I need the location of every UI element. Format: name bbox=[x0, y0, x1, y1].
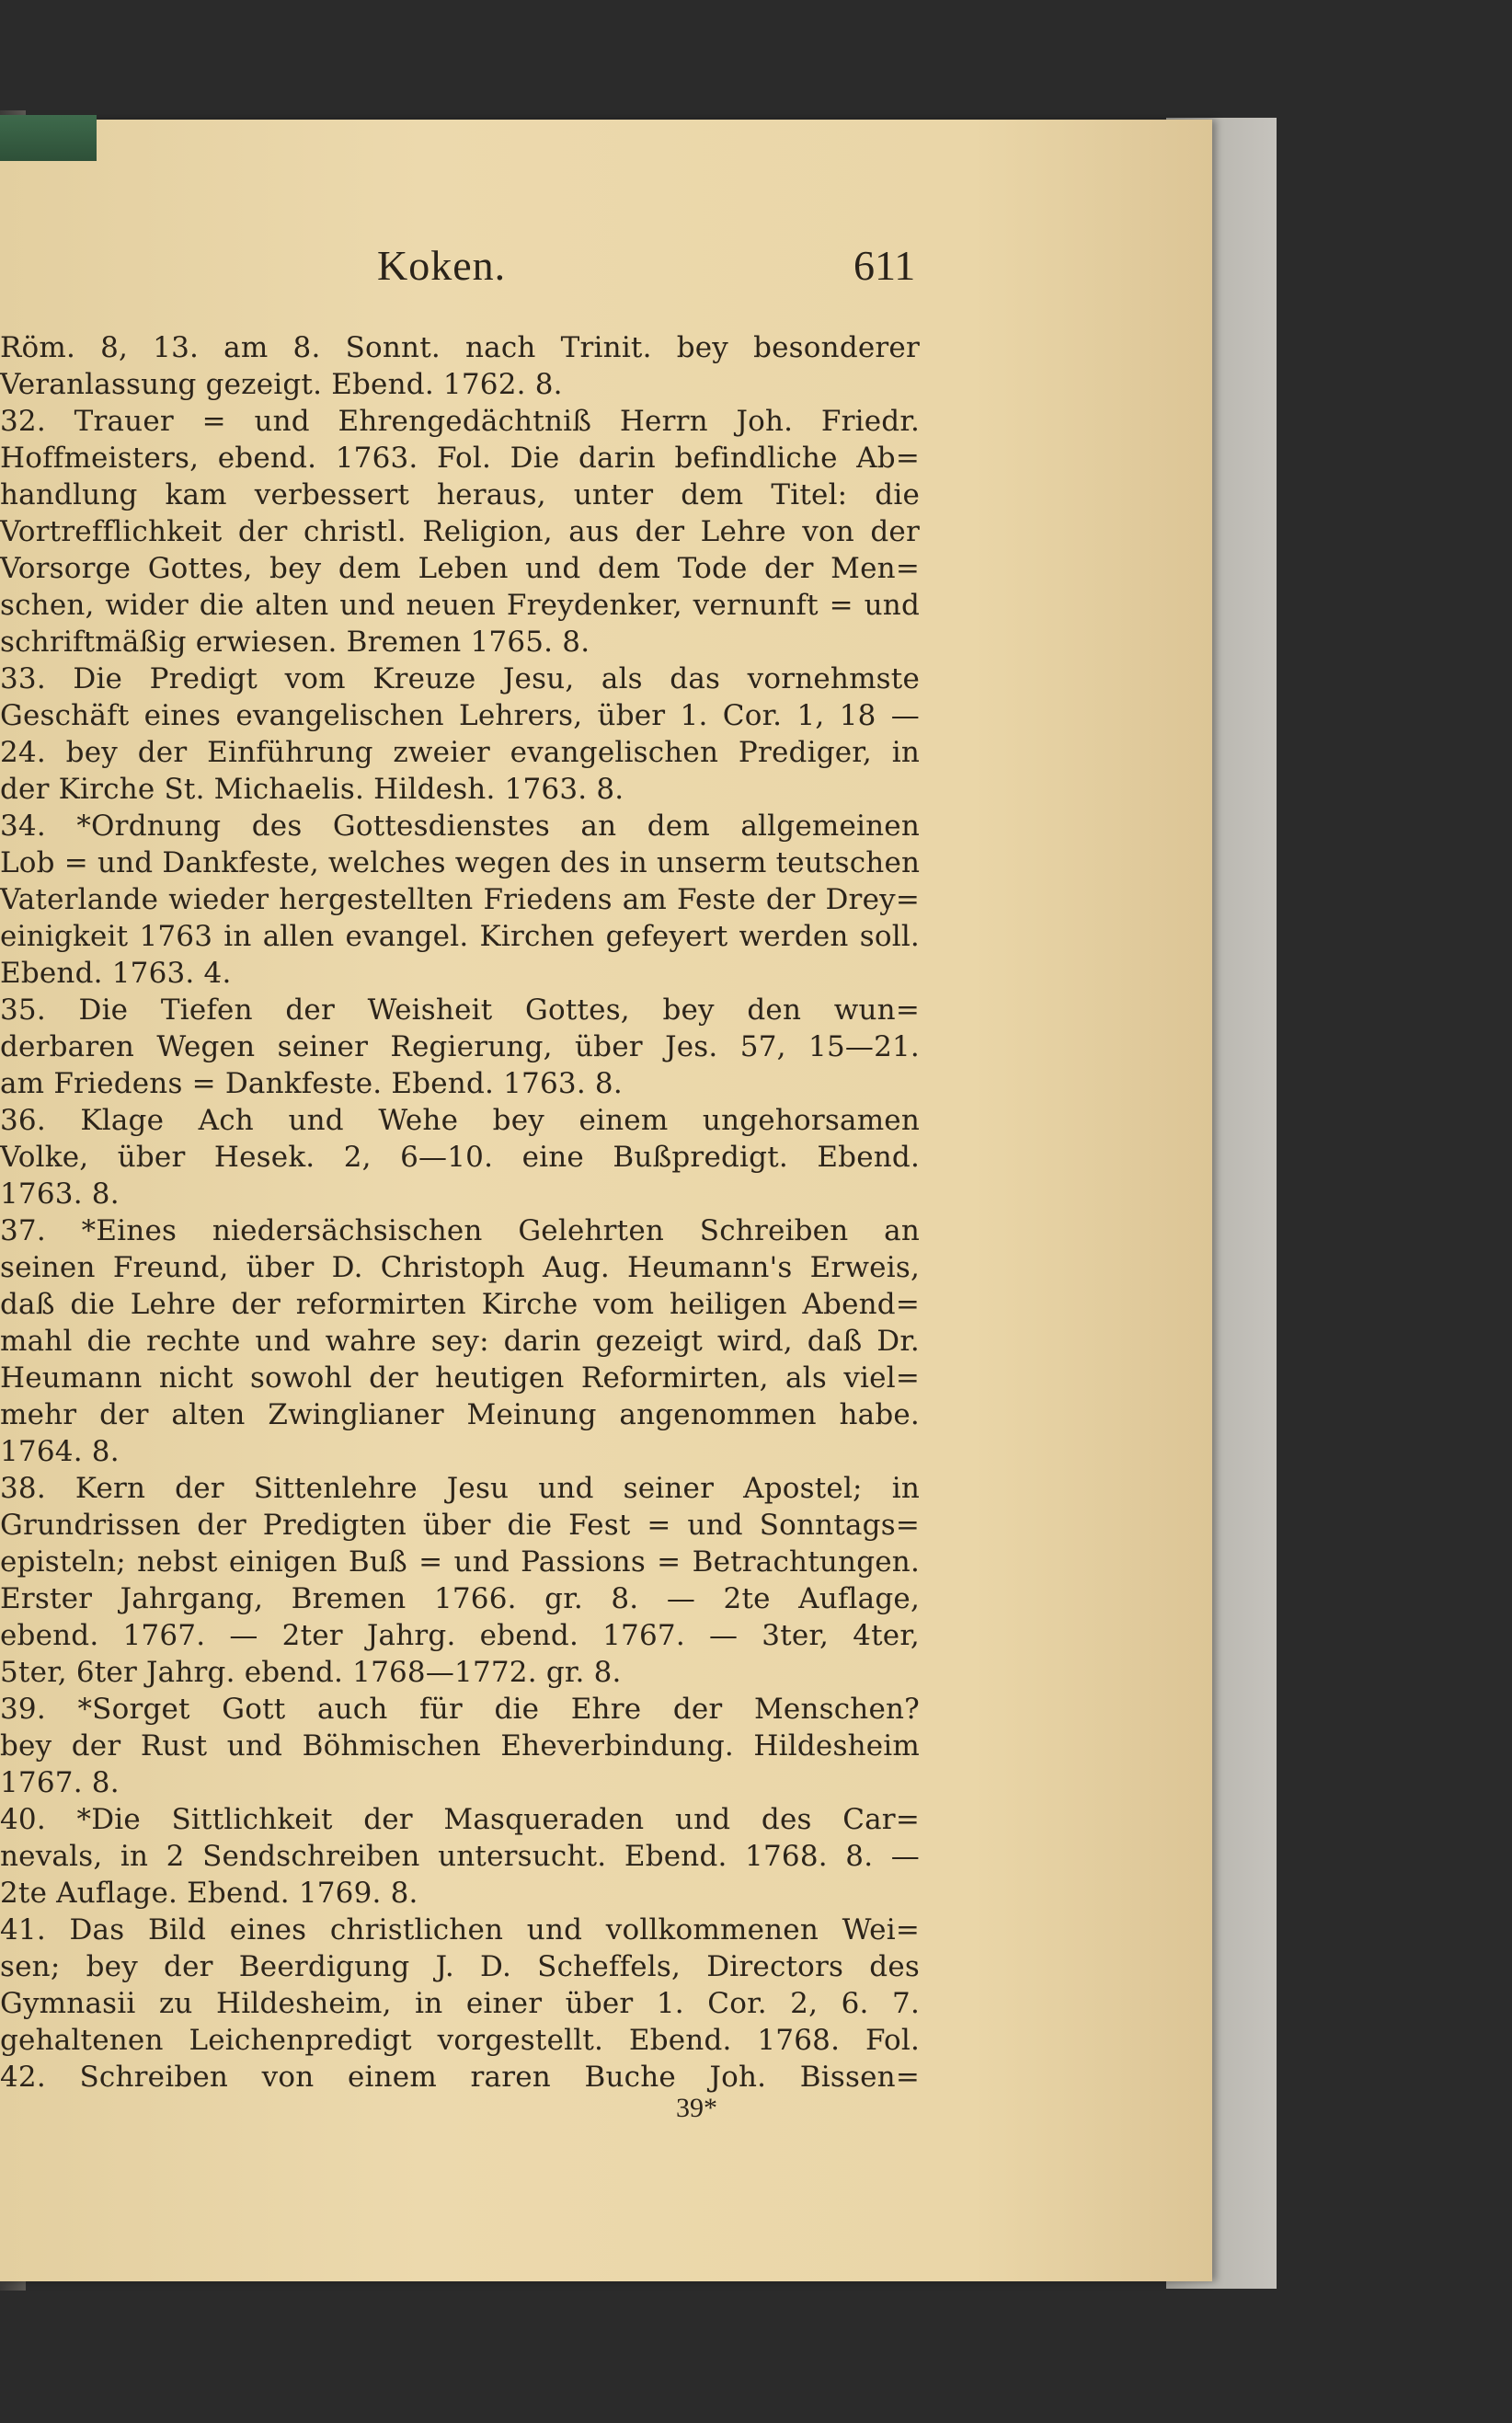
text-line: der Kirche St. Michaelis. Hildesh. 1763. 8. bbox=[0, 773, 624, 806]
text-line: gehaltenen Leichenpredigt vorgestellt. Ebend. 1768. Fol. bbox=[0, 2024, 920, 2057]
text-line: 35. Die Tiefen der Weisheit Gottes, bey den wun= bbox=[0, 993, 920, 1027]
text-line: 38. Kern der Sittenlehre Jesu und seiner Apostel; in bbox=[0, 1472, 920, 1505]
text-line: Veranlassung gezeigt. Ebend. 1762. 8. bbox=[0, 368, 563, 401]
signature-mark: 39* bbox=[676, 2093, 717, 2123]
text-line: mahl die rechte und wahre sey: darin gezeigt wird, daß Dr. bbox=[0, 1325, 920, 1358]
text-line: sen; bey der Beerdigung J. D. Scheffels, Directors des bbox=[0, 1950, 920, 1983]
text-line: schen, wider die alten und neuen Freydenker, vernunft = und bbox=[0, 589, 920, 622]
text-line: Hoffmeisters, ebend. 1763. Fol. Die darin befindliche Ab= bbox=[0, 442, 920, 475]
text-line: Grundrissen der Predigten über die Fest = und Sonntags= bbox=[0, 1509, 920, 1542]
text-line: 39. *Sorget Gott auch für die Ehre der Menschen? bbox=[0, 1693, 920, 1726]
text-line: 36. Klage Ach und Wehe bey einem ungehorsamen bbox=[0, 1104, 920, 1137]
text-line: Erster Jahrgang, Bremen 1766. gr. 8. — 2te Auflage, bbox=[0, 1582, 920, 1615]
text-line: Vortrefflichkeit der christl. Religion, aus der Lehre von der bbox=[0, 515, 920, 548]
text-line: daß die Lehre der reformirten Kirche vom heiligen Abend= bbox=[0, 1288, 920, 1321]
text-line: bey der Rust und Böhmischen Eheverbindung. Hildesheim bbox=[0, 1729, 920, 1763]
text-line: episteln; nebst einigen Buß = und Passions = Betrachtungen. bbox=[0, 1545, 920, 1579]
text-line: mehr der alten Zwinglianer Meinung angenommen habe. bbox=[0, 1398, 920, 1431]
text-line: 40. *Die Sittlichkeit der Masqueraden und des Car= bbox=[0, 1803, 920, 1836]
text-line: 1764. 8. bbox=[0, 1435, 120, 1468]
text-line: 24. bey der Einführung zweier evangelischen Prediger, in bbox=[0, 736, 920, 769]
text-line: 37. *Eines niedersächsischen Gelehrten Schreiben an bbox=[0, 1214, 920, 1247]
text-line: Heumann nicht sowohl der heutigen Reformirten, als viel= bbox=[0, 1361, 920, 1395]
text-line: Ebend. 1763. 4. bbox=[0, 957, 232, 990]
text-line: Vaterlande wieder hergestellten Friedens am Feste der Drey= bbox=[0, 883, 920, 916]
text-line: Gymnasii zu Hildesheim, in einer über 1. Cor. 2, 6. 7. bbox=[0, 1987, 920, 2020]
text-line: 42. Schreiben von einem raren Buche Joh. Bissen= bbox=[0, 2061, 920, 2094]
text-line: Vorsorge Gottes, bey dem Leben und dem Tode der Men= bbox=[0, 552, 920, 585]
text-line: 33. Die Predigt vom Kreuze Jesu, als das vornehmste bbox=[0, 662, 920, 695]
text-line: schriftmäßig erwiesen. Bremen 1765. 8. bbox=[0, 626, 590, 659]
page-header bbox=[0, 241, 947, 296]
text-line: Geschäft eines evangelischen Lehrers, über 1. Cor. 1, 18 — bbox=[0, 699, 920, 732]
text-line: Lob = und Dankfeste, welches wegen des in unserm teutschen bbox=[0, 846, 920, 879]
running-title: Koken. bbox=[377, 242, 507, 289]
body-text bbox=[0, 329, 920, 2096]
text-line: 1767. 8. bbox=[0, 1766, 120, 1799]
text-line: seinen Freund, über D. Christoph Aug. Heumann's Erweis, bbox=[0, 1251, 920, 1284]
text-line: 34. *Ordnung des Gottesdienstes an dem allgemeinen bbox=[0, 810, 920, 843]
green-cloth-edge bbox=[0, 115, 97, 161]
text-line: handlung kam verbessert heraus, unter dem Titel: die bbox=[0, 478, 920, 511]
text-line: nevals, in 2 Sendschreiben untersucht. Ebend. 1768. 8. — bbox=[0, 1840, 920, 1873]
page-number: 611 bbox=[853, 242, 916, 289]
text-line: einigkeit 1763 in allen evangel. Kirchen gefeyert werden soll. bbox=[0, 920, 920, 953]
text-line: 32. Trauer = und Ehrengedächtniß Herrn Joh. Friedr. bbox=[0, 405, 920, 438]
text-line: 1763. 8. bbox=[0, 1177, 120, 1211]
text-line: Röm. 8, 13. am 8. Sonnt. nach Trinit. bey besonderer bbox=[0, 331, 920, 364]
text-line: derbaren Wegen seiner Regierung, über Jes. 57, 15—21. bbox=[0, 1030, 920, 1063]
text-line: ebend. 1767. — 2ter Jahrg. ebend. 1767. — 3ter, 4ter, bbox=[0, 1619, 920, 1652]
text-line: am Friedens = Dankfeste. Ebend. 1763. 8. bbox=[0, 1067, 623, 1100]
text-line: 5ter, 6ter Jahrg. ebend. 1768—1772. gr. 8. bbox=[0, 1656, 622, 1689]
text-line: 2te Auflage. Ebend. 1769. 8. bbox=[0, 1877, 418, 1910]
text-line: 41. Das Bild eines christlichen und vollkommenen Wei= bbox=[0, 1913, 920, 1946]
text-line: Volke, über Hesek. 2, 6—10. eine Bußpredigt. Ebend. bbox=[0, 1141, 920, 1174]
